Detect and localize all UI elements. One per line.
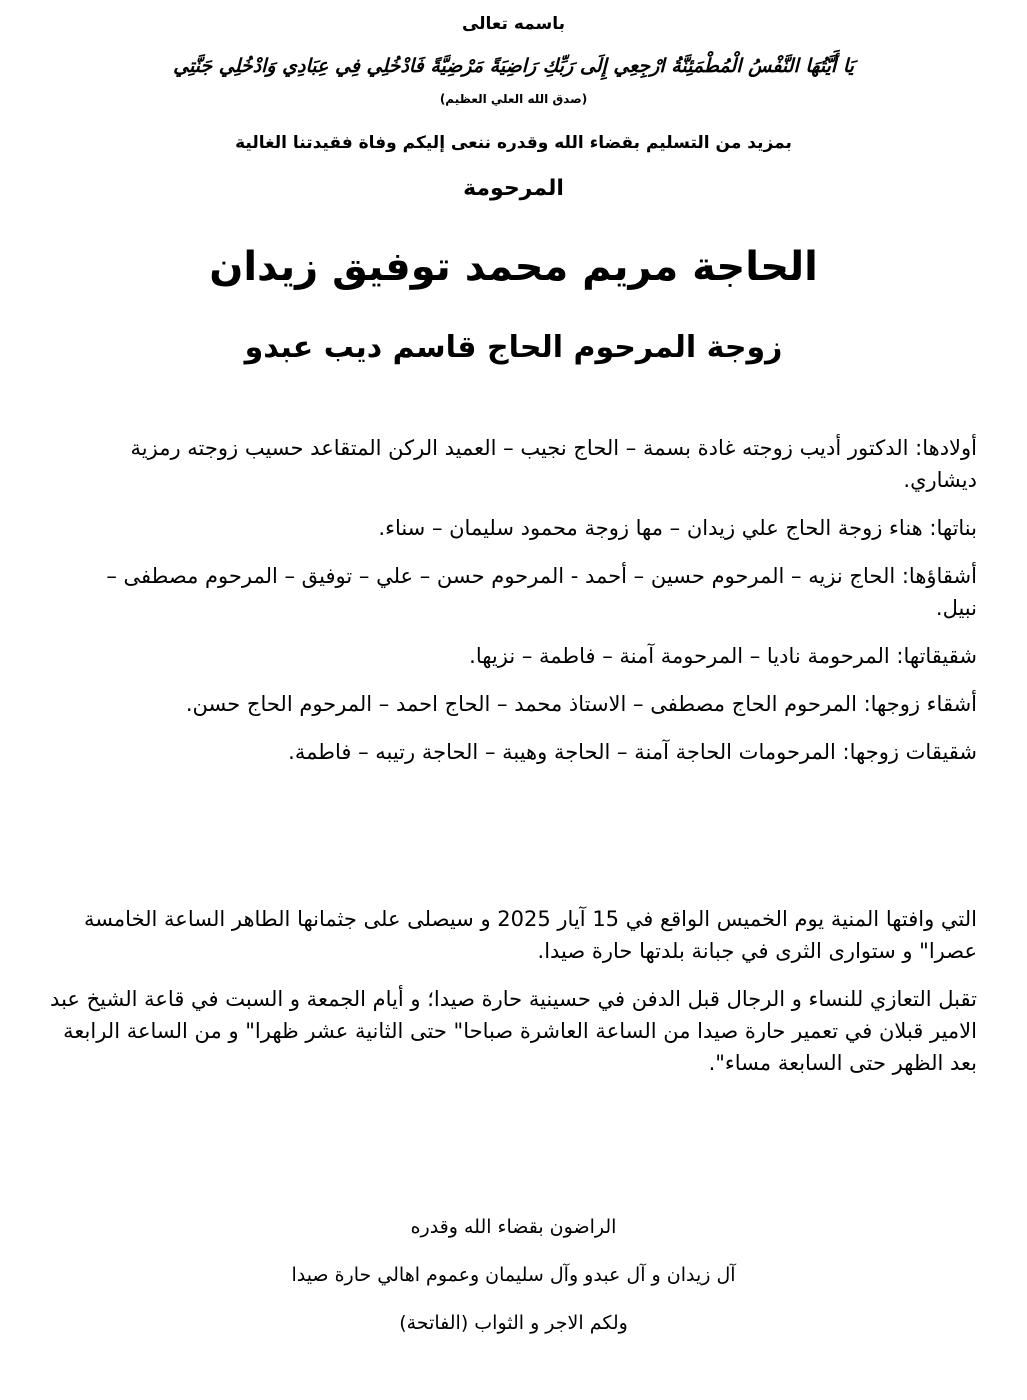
family-sisters: شقيقاتها: المرحومة ناديا – المرحومة آمنة – فاطمة – نزيها. [469, 644, 977, 668]
family-brothers: أشقاؤها: الحاج نزيه – المرحوم حسين – أحمد - المرحوم حسن – علي – توفيق – المرحوم مصطفى – نبيل. [106, 564, 977, 620]
family-daughters: بناتها: هناء زوجة الحاج علي زيدان – مها زوجة محمود سليمان – سناء. [378, 516, 977, 540]
closing-block [0, 1203, 1027, 1347]
closing-line-3: ولكم الاجر و الثواب (الفاتحة) [399, 1312, 628, 1334]
family-sons: أولادها: الدكتور أديب زوجته غادة بسمة – الحاج نجيب – العميد الركن المتقاعد حسيب زوجته رمزية ديشاري. [130, 436, 977, 492]
family-husband-sisters: شقيقات زوجها: المرحومات الحاجة آمنة – الحاجة وهيبة – الحاجة رتيبه – فاطمة. [288, 740, 977, 764]
funeral-details [37, 903, 977, 1095]
spouse-line: زوجة المرحوم الحاج قاسم ديب عبدو [244, 330, 783, 365]
family-husband-brothers: أشقاء زوجها: المرحوم الحاج مصطفى – الاستاذ محمد – الحاج احمد – المرحوم الحاج حسن. [185, 692, 977, 716]
closing-line-1: الراضون بقضاء الله وقدره [410, 1216, 617, 1238]
family-list [97, 432, 977, 784]
quran-verse: يَا أَيَّتُهَا النَّفْسُ الْمُطْمَئِنَّةُ ارْجِعِي إِلَى رَبِّكِ رَاضِيَةً مَرْضِيَّةً فَادْخُلِي فِي عِبَادِي وَادْخُلِي جَنَّتِي [173, 55, 854, 77]
announcement-intro: بمزيد من التسليم بقضاء الله وقدره ننعى إليكم وفاة فقيدتنا الغالية [235, 133, 792, 153]
deceased-label: المرحومة [463, 176, 564, 201]
deceased-name: الحاجة مريم محمد توفيق زيدان [209, 244, 818, 290]
verse-source: (صدق الله العلي العظيم) [439, 92, 588, 106]
basmala-heading: باسمه تعالى [461, 14, 566, 34]
closing-line-2: آل زيدان و آل عبدو وآل سليمان وعموم اهالي حارة صيدا [291, 1264, 736, 1286]
condolence-info: تقبل التعازي للنساء و الرجال قبل الدفن في حسينية حارة صيدا؛ و أيام الجمعة و السبت في قاعة الشيخ عبد الامير قبلان في تعمير حارة صيدا من الساعة العاشرة صباحا" حتى الثانية عشر ظهرا" و من الساعة الرابعة بعد الظهر حتى السابعة مساء". [50, 987, 977, 1075]
funeral-info: التي وافتها المنية يوم الخميس الواقع في 15 آيار 2025 و سيصلى على جثمانها الطاهر الساعة الخامسة عصرا" و ستوارى الثرى في جبانة بلدتها حارة صيدا. [83, 907, 977, 963]
